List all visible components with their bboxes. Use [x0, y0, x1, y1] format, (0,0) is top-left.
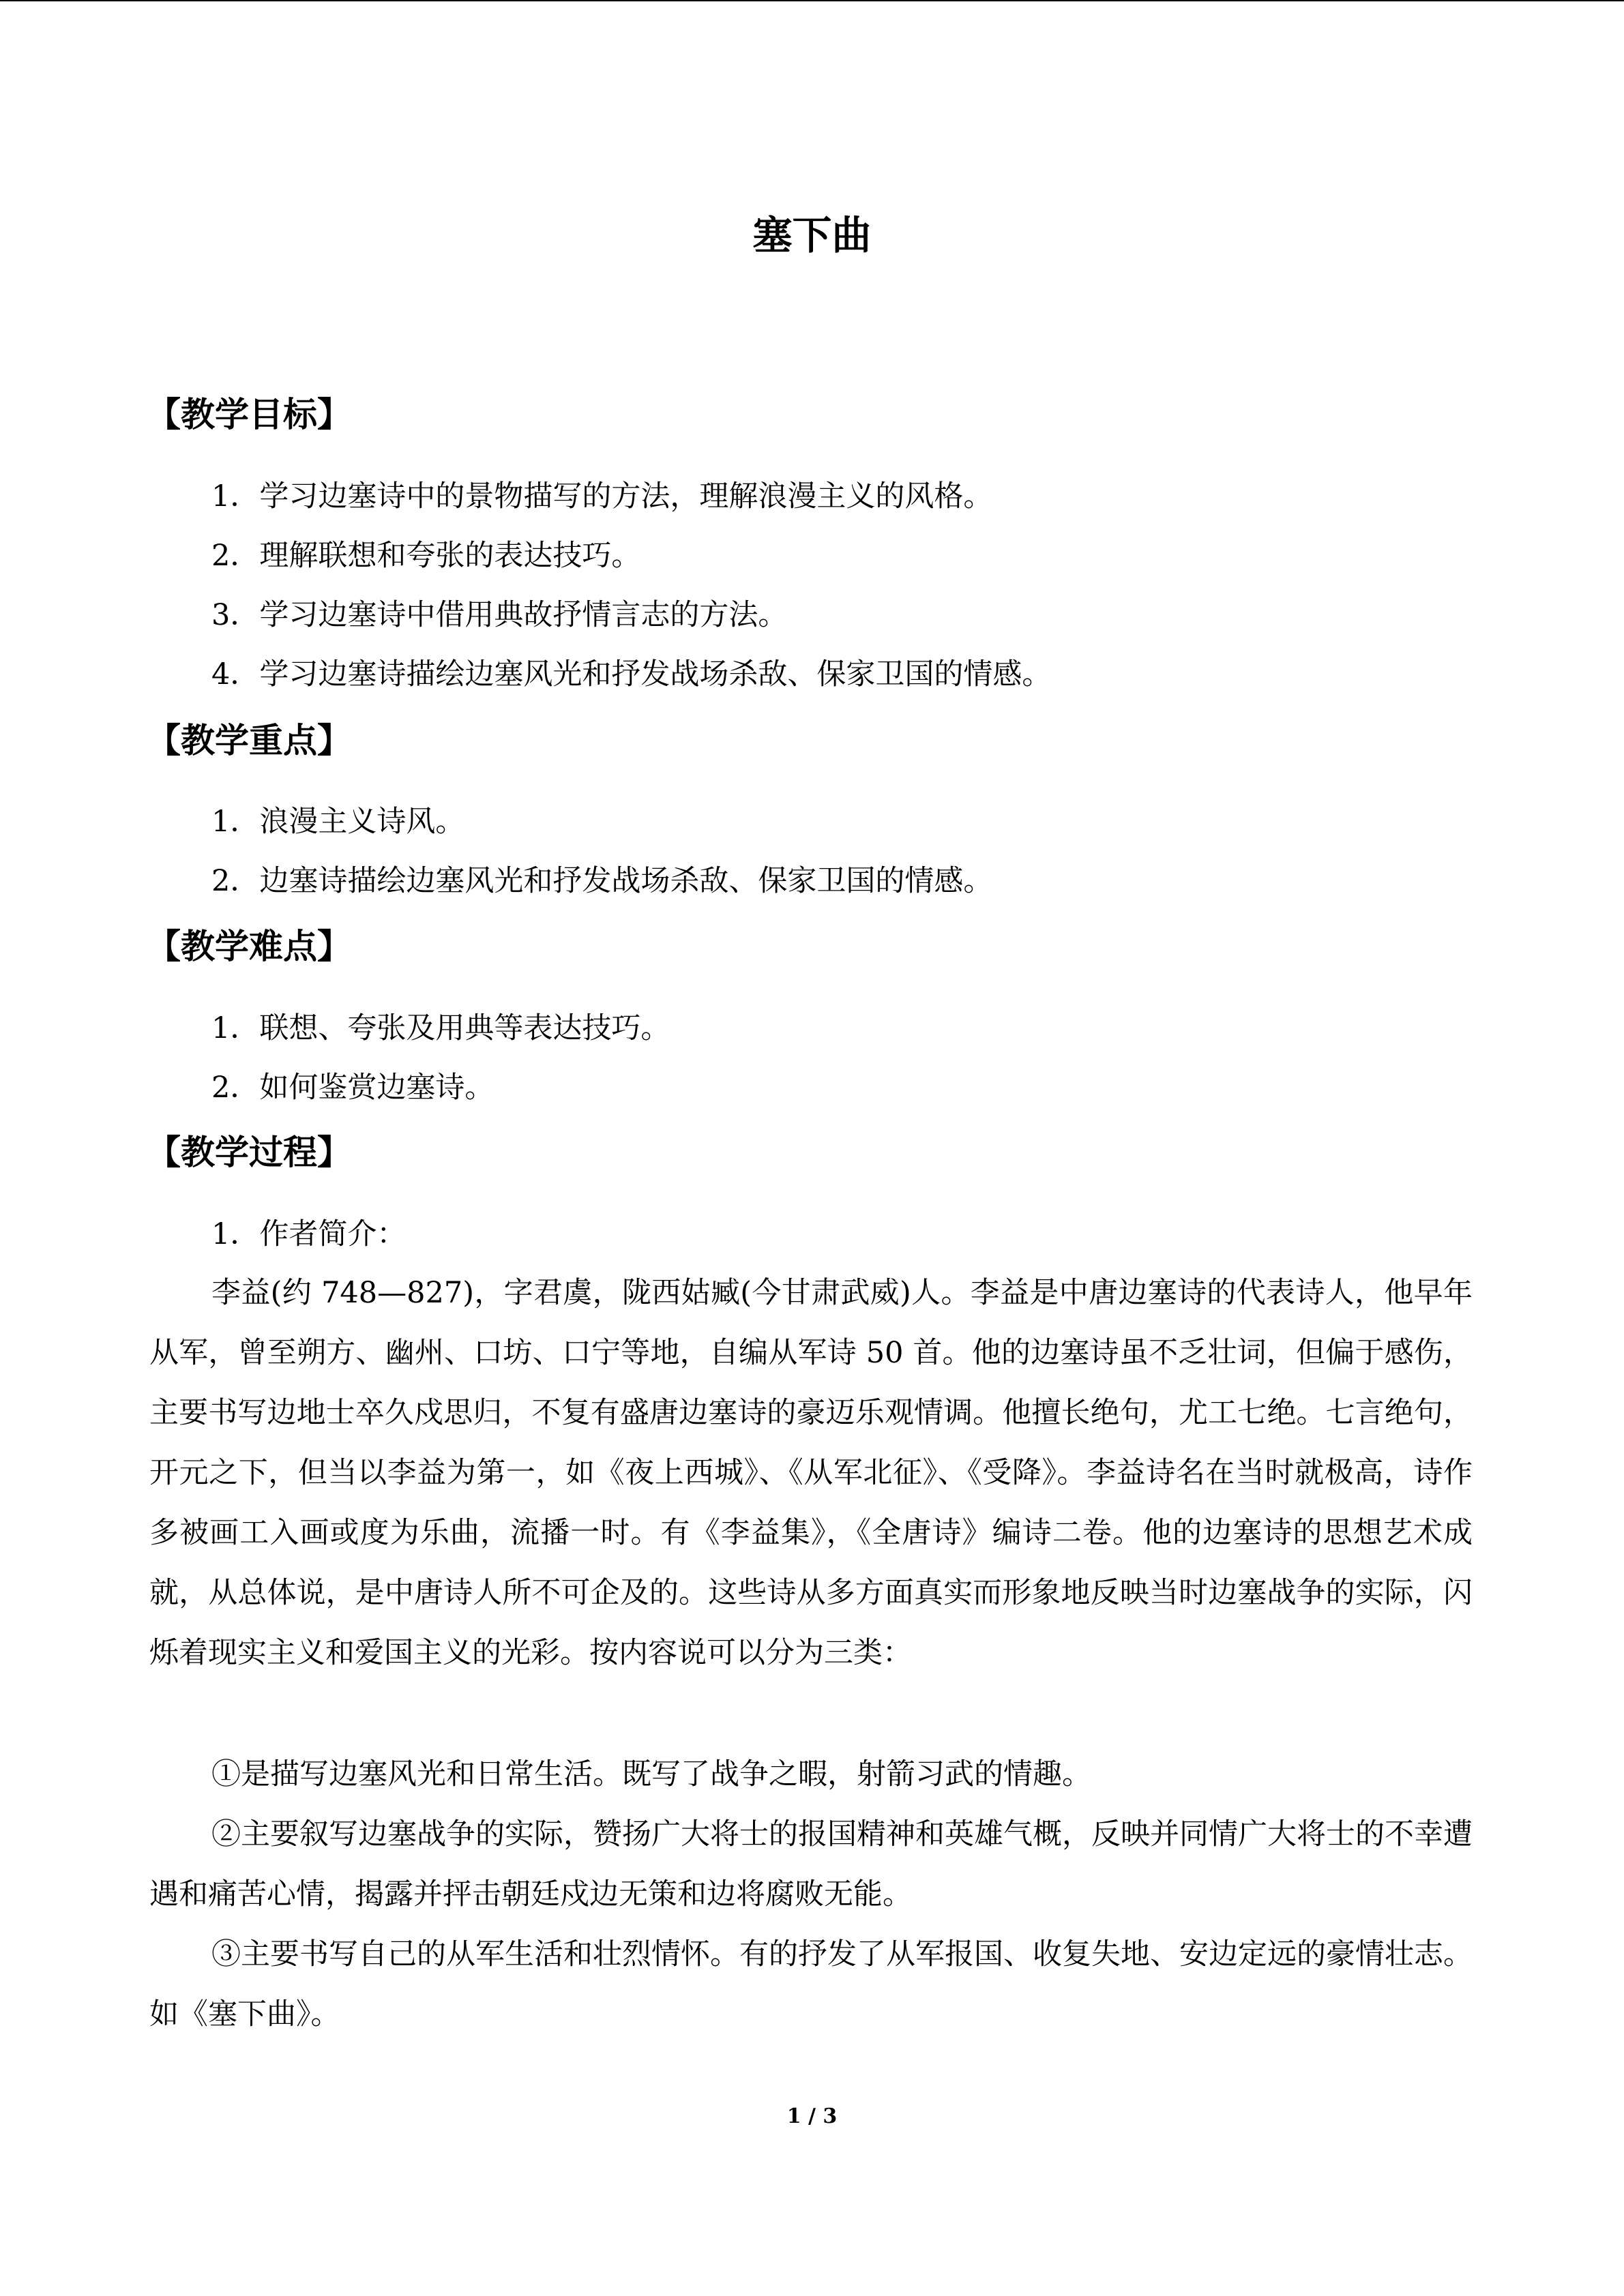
category-paragraph-3: ③主要书写自己的从军生活和壮烈情怀。有的抒发了从军报国、收复失地、安边定远的豪情壮志。如《塞下曲》。 [149, 1937, 1473, 2031]
author-intro-label: 1．作者简介： [211, 1217, 407, 1251]
objective-item: 2．理解联想和夸张的表达技巧。 [211, 539, 641, 573]
page-title: 塞下曲 [752, 212, 872, 258]
difficulty-item: 2．如何鉴赏边塞诗。 [211, 1071, 494, 1105]
section-heading-difficulties: 【教学难点】 [147, 926, 351, 966]
category-paragraph-1: ①是描写边塞风光和日常生活。既写了战争之暇，射箭习武的情趣。 [211, 1757, 1091, 1791]
top-border-line [0, 0, 1624, 1]
section-heading-process: 【教学过程】 [147, 1132, 351, 1172]
category-paragraph-2: ②主要叙写边塞战争的实际，赞扬广大将士的报国精神和英雄气概，反映并同情广大将士的不幸遭遇和痛苦心情，揭露并抨击朝廷戍边无策和边将腐败无能。 [149, 1817, 1473, 1911]
section-heading-key-points: 【教学重点】 [147, 720, 351, 760]
key-point-item: 1．浪漫主义诗风。 [211, 805, 465, 839]
objective-item: 4．学习边塞诗描绘边塞风光和抒发战场杀敌、保家卫国的情感。 [211, 657, 1052, 691]
author-bio-paragraph: 李益(约 748—827)，字君虞，陇西姑臧(今甘肃武威)人。李益是中唐边塞诗的代表诗人，他早年从军，曾至朔方、幽州、口坊、口宁等地，自编从军诗 50 首。他的边塞诗虽不乏壮词，但偏于感伤，主要书写边地士卒久戍思归，不复有盛唐边塞诗的豪迈乐观情调。他擅长绝句，尤工七绝。七言绝句，开元之下，但当以李益为第一，如《夜上西城》、《从军北征》、《受降》。李益诗名在当时就极高，诗作多被画工入画或度为乐曲，流播一时。有《李益集》，《全唐诗》编诗二卷。他的边塞诗的思想艺术成就，从总体说，是中唐诗人所不可企及的。这些诗从多方面真实而形象地反映当时边塞战争的实际，闪烁着现实主义和爱国主义的光彩。按内容说可以分为三类： [149, 1276, 1473, 1670]
key-point-item: 2．边塞诗描绘边塞风光和抒发战场杀敌、保家卫国的情感。 [211, 864, 993, 898]
objective-item: 1．学习边塞诗中的景物描写的方法，理解浪漫主义的风格。 [211, 479, 993, 513]
difficulty-item: 1．联想、夸张及用典等表达技巧。 [211, 1011, 670, 1045]
page-number: 1 / 3 [786, 2104, 838, 2128]
section-heading-objectives: 【教学目标】 [147, 394, 351, 434]
objective-item: 3．学习边塞诗中借用典故抒情言志的方法。 [211, 598, 788, 632]
